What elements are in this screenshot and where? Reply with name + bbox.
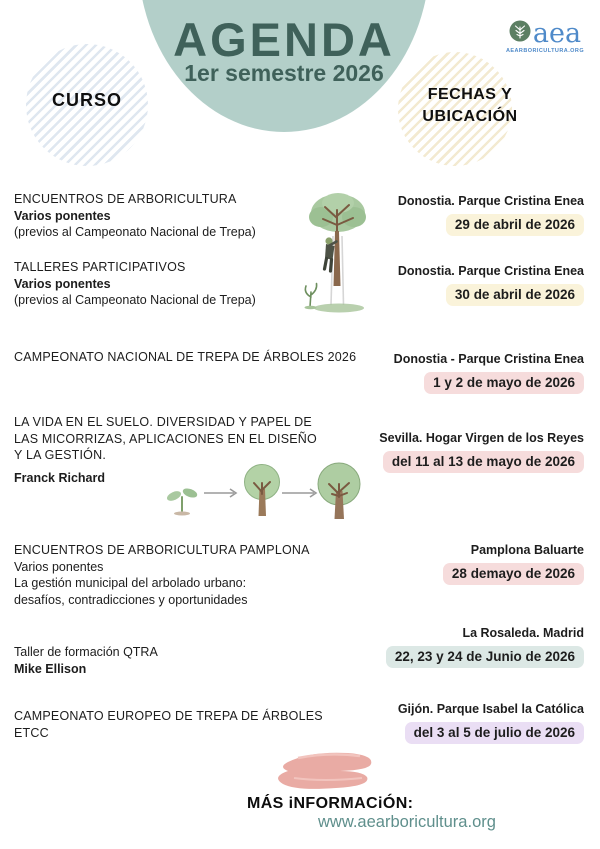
website-link[interactable]: www.aearboricultura.org [318, 813, 496, 831]
event-date-badge: 22, 23 y 24 de Junio de 2026 [386, 646, 584, 668]
event-text-line: Mike Ellison [14, 661, 87, 676]
event-location: La Rosaleda. Madrid [462, 626, 584, 640]
event-date-badge: 29 de abril de 2026 [446, 214, 584, 236]
event-text-line: LAS MICORRIZAS, APLICACIONES EN EL DISEÑO [14, 431, 317, 446]
event-text-line: (previos al Campeonato Nacional de Trepa) [14, 225, 256, 239]
event-text-line: ENCUENTROS DE ARBORICULTURA PAMPLONA [14, 543, 310, 557]
event-text-line: ENCUENTROS DE ARBORICULTURA [14, 192, 237, 206]
event-text-line: desafíos, contradicciones y oportunidades [14, 592, 248, 607]
event-text-line: Varios ponentes [14, 208, 111, 223]
event-date-badge: 28 demayo de 2026 [443, 563, 584, 585]
column-header-fechas-ubicacion [400, 84, 540, 128]
event-location: Sevilla. Hogar Virgen de los Reyes [379, 431, 584, 445]
event-date-badge: 1 y 2 de mayo de 2026 [424, 372, 584, 394]
event-text-line: TALLERES PARTICIPATIVOS [14, 260, 186, 274]
event-schedule [398, 264, 584, 306]
event-text-line: CAMPEONATO NACIONAL DE TREPA DE ÁRBOLES 2026 [14, 350, 357, 364]
event-schedule [379, 431, 584, 473]
event-description [14, 191, 256, 241]
event-date-badge: del 11 al 13 de mayo de 2026 [383, 451, 584, 473]
event-text-line: ETCC [14, 725, 49, 740]
aea-logo [500, 20, 590, 54]
event-text-line: Varios ponentes [14, 276, 111, 291]
event-description [14, 349, 356, 366]
event-description [14, 542, 310, 608]
event-description [14, 644, 158, 677]
event-text-line: (previos al Campeonato Nacional de Trepa) [14, 293, 256, 307]
page-title: AGENDA [173, 13, 395, 66]
logo-wordmark: aea [532, 18, 582, 49]
page-subtitle: 1er semestre 2026 [184, 60, 384, 86]
event-description [14, 259, 256, 309]
event-text-line: LA VIDA EN EL SUELO. DIVERSIDAD Y PAPEL DE [14, 415, 312, 429]
event-schedule [398, 194, 584, 236]
event-location: Donostia. Parque Cristina Enea [397, 264, 584, 278]
event-description [14, 414, 317, 486]
event-text-line: Y LA GESTIÓN. [14, 448, 106, 462]
event-schedule [398, 702, 584, 744]
event-location: Donostia. Parque Cristina Enea [397, 194, 584, 208]
event-date-badge: 30 de abril de 2026 [446, 284, 584, 306]
tree-logo-icon [509, 20, 531, 47]
event-text-line: Franck Richard [14, 470, 106, 485]
fechas-label-line2: UBICACIÓN [422, 108, 518, 125]
event-text-line: Varios ponentes [14, 559, 104, 574]
event-description [14, 708, 323, 741]
event-location: Gijón. Parque Isabel la Católica [397, 702, 584, 716]
event-date-badge: del 3 al 5 de julio de 2026 [405, 722, 584, 744]
event-text-line: Taller de formación QTRA [14, 645, 158, 659]
column-header-curso: CURSO [51, 90, 122, 110]
more-info-label: MÁS iNFORMACiÓN: [247, 795, 414, 812]
event-text-line: CAMPEONATO EUROPEO DE TREPA DE ÁRBOLES [14, 709, 323, 723]
tree-climber-illustration-icon [298, 186, 376, 319]
event-location: Donostia - Parque Cristina Enea [393, 352, 584, 366]
logo-url-label: AEARBORICULTURA.ORG [505, 48, 585, 54]
fechas-label-line1: FECHAS Y [427, 86, 513, 103]
event-location: Pamplona Baluarte [470, 543, 584, 557]
event-schedule [386, 626, 584, 668]
event-schedule [443, 543, 584, 585]
event-schedule [394, 352, 584, 394]
event-text-line: La gestión municipal del arbolado urbano: [14, 576, 247, 590]
